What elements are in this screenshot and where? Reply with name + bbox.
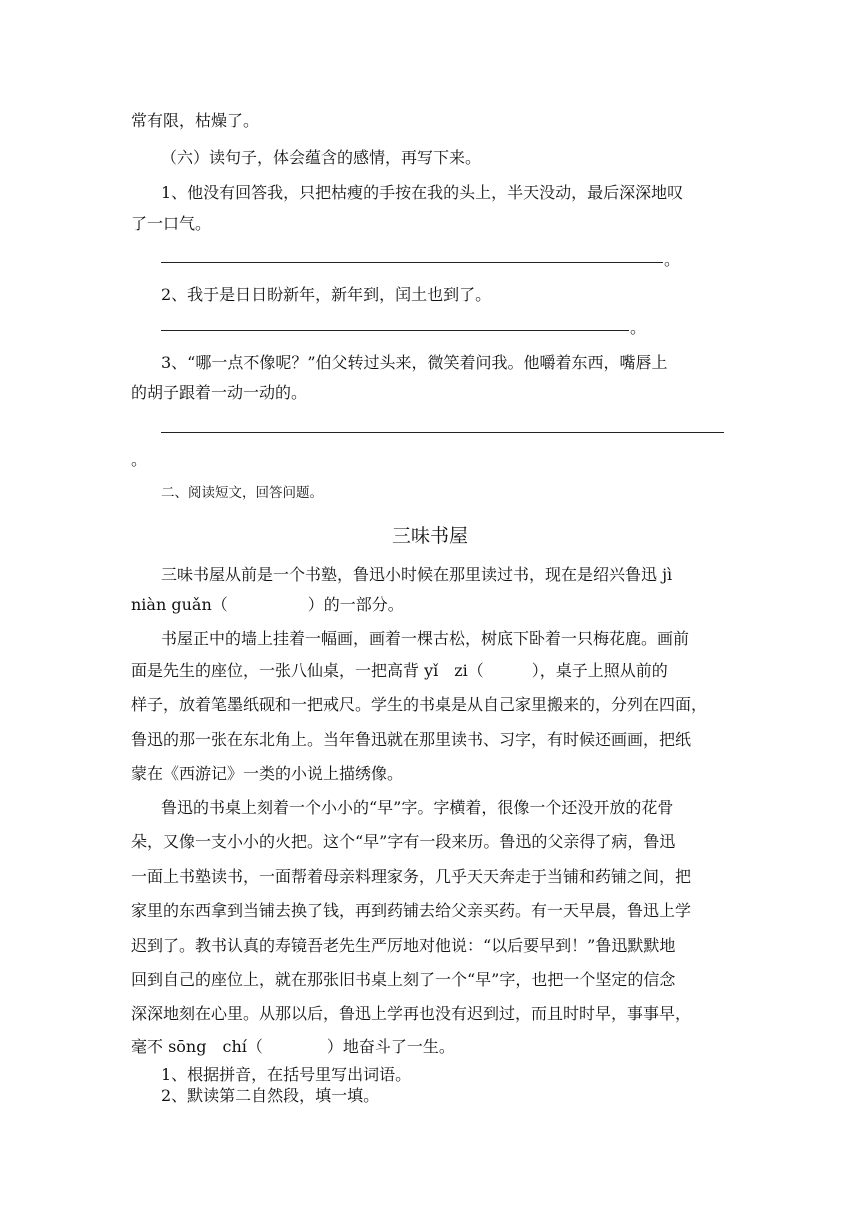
answer-line-3-period: 。 bbox=[131, 450, 148, 469]
para3-line2: 朵，又像一支小小的火把。这个“早”字有一段来历。鲁迅的父亲得了病，鲁迅 bbox=[131, 832, 676, 851]
para1-line1: 三味书屋从前是一个书塾，鲁迅小时候在那里读过书，现在是绍兴鲁迅 jì bbox=[161, 565, 673, 584]
continuation-line: 常有限，枯燥了。 bbox=[131, 111, 260, 130]
answer-line-1[interactable] bbox=[161, 262, 663, 263]
para2-line1: 书屋正中的墙上挂着一幅画，画着一棵古松，树底下卧着一只梅花鹿。画前 bbox=[161, 629, 690, 648]
question-1-line-1: 1、他没有回答我，只把枯瘦的手按在我的头上，半天没动，最后深深地叹 bbox=[161, 183, 684, 202]
question-3-line-2: 的胡子跟着一动一动的。 bbox=[131, 383, 308, 402]
para3-line7: 深深地刻在心里。从那以后，鲁迅上学再也没有迟到过，而且时时早，事事早， bbox=[131, 1004, 692, 1023]
para2-line3: 样子，放着笔墨纸砚和一把戒尺。学生的书桌是从自己家里搬来的，分列在四面， bbox=[131, 695, 708, 714]
answer-line-2-period: 。 bbox=[630, 318, 647, 337]
section-six-heading: （六）读句子，体会蕴含的感情，再写下来。 bbox=[161, 148, 482, 167]
para3-line3: 一面上书塾读书，一面帮着母亲料理家务，几乎天天奔走于当铺和药铺之间，把 bbox=[131, 867, 692, 886]
part2-heading: 二、阅读短文，回答问题。 bbox=[161, 485, 323, 501]
para3-line5: 迟到了。教书认真的寿镜吾老先生严厉地对他说：“以后要早到！”鲁迅默默地 bbox=[131, 936, 676, 955]
para1-line2: niàn guǎn（ ）的一部分。 bbox=[131, 595, 404, 614]
answer-line-2[interactable] bbox=[161, 330, 629, 331]
para3-line6: 回到自己的座位上，就在那张旧书桌上刻了一个“早”字，也把一个坚定的信念 bbox=[131, 970, 676, 989]
question-2: 2、我于是日日盼新年，新年到，闰土也到了。 bbox=[161, 285, 492, 304]
answer-line-3[interactable] bbox=[161, 432, 724, 433]
para2-line4: 鲁迅的那一张在东北角上。当年鲁迅就在那里读书、习字，有时候还画画，把纸 bbox=[131, 730, 692, 749]
question-3-line-1: 3、“哪一点不像呢？”伯父转过头来，微笑着问我。他嚼着东西，嘴唇上 bbox=[161, 353, 668, 372]
task-1: 1、根据拼音，在括号里写出词语。 bbox=[161, 1065, 412, 1084]
answer-line-1-period: 。 bbox=[664, 250, 681, 269]
passage-title: 三味书屋 bbox=[391, 525, 468, 547]
para3-line8: 毫不 sōng chí（ ）地奋斗了一生。 bbox=[131, 1037, 455, 1056]
para2-line5: 蒙在《西游记》一类的小说上描绣像。 bbox=[131, 764, 404, 783]
question-1-line-2: 了一口气。 bbox=[131, 214, 212, 233]
para3-line4: 家里的东西拿到当铺去换了钱，再到药铺去给父亲买药。有一天早晨，鲁迅上学 bbox=[131, 901, 692, 920]
para2-line2: 面是先生的座位，一张八仙桌，一把高背 yǐ zi（ ），桌子上照从前的 bbox=[131, 661, 668, 680]
para3-line1: 鲁迅的书桌上刻着一个小小的“早”字。字横着，很像一个还没开放的花骨 bbox=[161, 798, 674, 817]
task-2: 2、默读第二自然段，填一填。 bbox=[161, 1086, 380, 1105]
